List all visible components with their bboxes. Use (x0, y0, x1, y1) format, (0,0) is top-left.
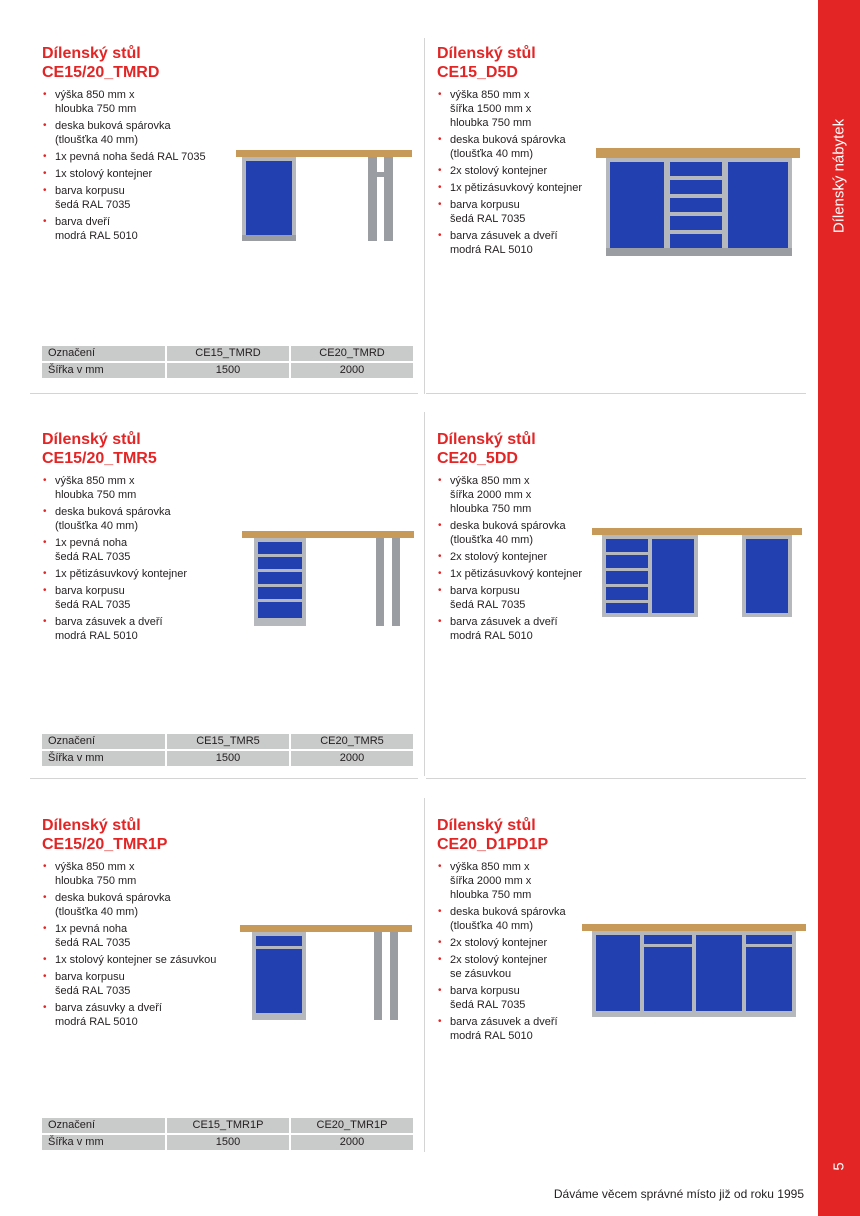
spec-item: • deska buková spárovka (tloušťka 40 mm) (42, 505, 422, 533)
spec-item: • výška 850 mm x hloubka 750 mm (42, 860, 422, 888)
spec-item: • barva zásuvek a dveří modrá RAL 5010 (42, 615, 422, 643)
product-title: Dílenský stůl (437, 431, 536, 448)
row-divider-left-1 (30, 393, 418, 394)
spec-item: • výška 850 mm x šířka 2000 mm x hloubka 750 mm (437, 474, 817, 516)
workbench-5dd-image (592, 526, 802, 620)
table-header-label: Označení (42, 1118, 165, 1133)
spec-item: • barva korpusu šedá RAL 7035 (42, 184, 422, 212)
table-cell: 2000 (291, 363, 413, 378)
workbench-d5d-image (596, 144, 800, 260)
spec-item: • 1x pětizásuvkový kontejner (42, 567, 422, 581)
spec-item: • barva korpusu šedá RAL 7035 (42, 970, 422, 998)
spec-item: • barva korpusu šedá RAL 7035 (437, 984, 817, 1012)
spec-item: • 1x stolový kontejner se zásuvkou (42, 953, 422, 967)
product-code: CE15/20_TMR5 (42, 450, 157, 467)
spec-table (40, 344, 415, 380)
spec-item: • 2x stolový kontejner (437, 550, 817, 564)
spec-item: • 1x pevná noha šedá RAL 7035 (42, 536, 422, 564)
spec-item: • 1x pevná noha šedá RAL 7035 (42, 922, 422, 950)
spec-item: • deska buková spárovka (tloušťka 40 mm) (42, 119, 422, 147)
row-divider-1 (426, 393, 806, 394)
spec-item: • 2x stolový kontejner se zásuvkou (437, 953, 817, 981)
spec-item: • 1x pětizásuvkový kontejner (437, 567, 817, 581)
spec-item: • deska buková spárovka (tloušťka 40 mm) (42, 891, 422, 919)
spec-item: • barva zásuvek a dveří modrá RAL 5010 (437, 615, 817, 643)
product-code: CE15_D5D (437, 64, 518, 81)
workbench-tmrd-image (236, 146, 412, 246)
table-cell: CE15_TMRD (167, 346, 289, 361)
product-code: CE20_D1PD1P (437, 836, 549, 853)
table-cell: 1500 (167, 363, 289, 378)
table-cell: CE20_TMRD (291, 346, 413, 361)
product-title: Dílenský stůl (437, 45, 536, 62)
product-code: CE20_5DD (437, 450, 518, 467)
page-number: 5 (830, 1162, 848, 1171)
spec-item: • deska buková spárovka (tloušťka 40 mm) (437, 905, 817, 933)
product-title: Dílenský stůl (42, 45, 141, 62)
table-cell: CE20_TMR1P (291, 1118, 413, 1133)
product-title: Dílenský stůl (42, 431, 141, 448)
spec-item: • barva dveří modrá RAL 5010 (42, 215, 422, 243)
spec-item: • barva zásuvky a dveří modrá RAL 5010 (42, 1001, 422, 1029)
spec-item: • deska buková spárovka (tloušťka 40 mm) (437, 133, 817, 161)
spec-item: • barva zásuvek a dveří modrá RAL 5010 (437, 229, 817, 257)
table-cell: 1500 (167, 1135, 289, 1150)
table-cell: 2000 (291, 1135, 413, 1150)
spec-table (40, 1116, 415, 1152)
spec-item: • barva korpusu šedá RAL 7035 (437, 584, 817, 612)
table-cell: CE20_TMR5 (291, 734, 413, 749)
spec-item: • 2x stolový kontejner (437, 936, 817, 950)
table-header-label: Označení (42, 346, 165, 361)
spec-item: • výška 850 mm x hloubka 750 mm (42, 474, 422, 502)
spec-item: • 1x stolový kontejner (42, 167, 422, 181)
product-code: CE15/20_TMR1P (42, 836, 168, 853)
table-header-label: Označení (42, 734, 165, 749)
workbench-tmr5-image (242, 528, 414, 630)
spec-item: • 1x pětizásuvkový kontejner (437, 181, 817, 195)
spec-table (40, 732, 415, 768)
spec-item: • 2x stolový kontejner (437, 164, 817, 178)
table-cell: 1500 (167, 751, 289, 766)
product-code: CE15/20_TMRD (42, 64, 160, 81)
spec-item: • výška 850 mm x šířka 2000 mm x hloubka 750 mm (437, 860, 817, 902)
table-cell: 2000 (291, 751, 413, 766)
spec-item: • 1x pevná noha šedá RAL 7035 (42, 150, 422, 164)
workbench-tmr1p-image (240, 922, 412, 1024)
column-divider-3 (424, 798, 425, 1152)
spec-item: • výška 850 mm x šířka 1500 mm x hloubka 750 mm (437, 88, 817, 130)
table-cell: CE15_TMR5 (167, 734, 289, 749)
column-divider-1 (424, 38, 425, 394)
row-divider-left-2 (30, 778, 418, 779)
footer-slogan: Dáváme věcem správné místo již od roku 1995 (553, 1187, 804, 1201)
table-row-label: Šířka v mm (42, 1135, 165, 1150)
table-cell: CE15_TMR1P (167, 1118, 289, 1133)
column-divider-2 (424, 412, 425, 776)
table-row-label: Šířka v mm (42, 363, 165, 378)
spec-item: • výška 850 mm x hloubka 750 mm (42, 88, 422, 116)
spec-item: • barva korpusu šedá RAL 7035 (42, 584, 422, 612)
spec-item: • deska buková spárovka (tloušťka 40 mm) (437, 519, 817, 547)
sidebar-section-label: Dílenský nábytek (830, 118, 848, 234)
table-row-label: Šířka v mm (42, 751, 165, 766)
spec-item: • barva zásuvek a dveří modrá RAL 5010 (437, 1015, 817, 1043)
product-title: Dílenský stůl (42, 817, 141, 834)
workbench-d1pd1p-image (582, 922, 806, 1022)
row-divider-2 (426, 778, 806, 779)
spec-item: • barva korpusu šedá RAL 7035 (437, 198, 817, 226)
product-title: Dílenský stůl (437, 817, 536, 834)
